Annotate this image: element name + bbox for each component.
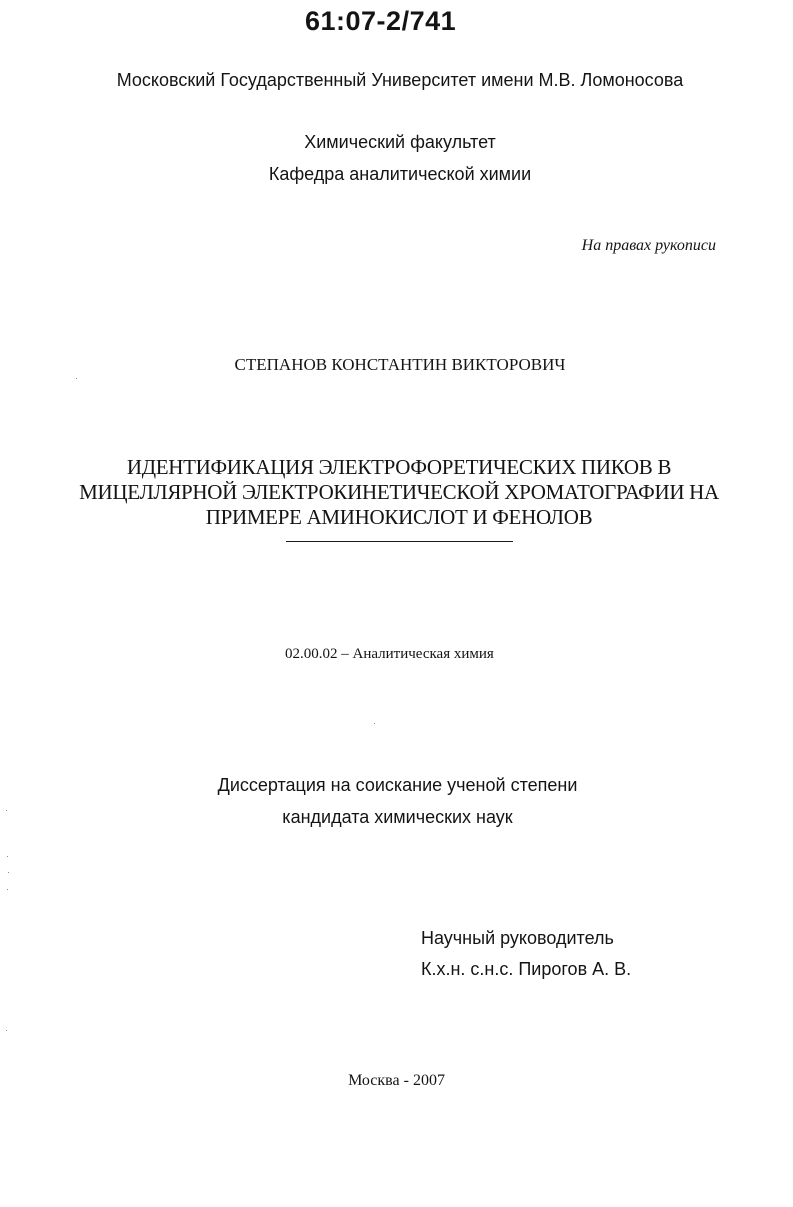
author-name: СТЕПАНОВ КОНСТАНТИН ВИКТОРОВИЧ xyxy=(234,355,566,374)
title-underline-divider xyxy=(286,541,513,542)
scan-speck xyxy=(374,723,375,724)
faculty-name: Химический факультет xyxy=(304,132,496,152)
city-year: Москва - 2007 xyxy=(348,1072,445,1089)
degree-line: Диссертация на соискание ученой степени xyxy=(217,775,578,795)
scan-speck xyxy=(6,1030,7,1031)
scan-speck xyxy=(8,872,9,873)
advisor-label: Научный руководитель xyxy=(421,928,614,948)
scan-speck xyxy=(7,889,8,890)
title-line: МИЦЕЛЛЯРНОЙ ЭЛЕКТРОКИНЕТИЧЕСКОЙ ХРОМАТОГРАФИИ НА xyxy=(79,480,719,504)
scan-speck xyxy=(7,856,8,857)
manuscript-rights-note: На правах рукописи xyxy=(581,237,716,254)
title-line: ИДЕНТИФИКАЦИЯ ЭЛЕКТРОФОРЕТИЧЕСКИХ ПИКОВ В xyxy=(126,455,672,479)
title-line: ПРИМЕРЕ АМИНОКИСЛОТ И ФЕНОЛОВ xyxy=(205,505,593,529)
specialty-code: 02.00.02 – Аналитическая химия xyxy=(285,646,494,662)
archive-code: 61:07-2/741 xyxy=(305,6,457,36)
university-name: Московский Государственный Университет имени М.В. Ломоносова xyxy=(116,70,684,90)
scan-speck xyxy=(76,378,77,379)
degree-line: кандидата химических наук xyxy=(282,807,513,827)
dissertation-title xyxy=(0,455,793,530)
scan-speck xyxy=(6,810,7,811)
department-name: Кафедра аналитической химии xyxy=(268,164,532,184)
advisor-name: К.х.н. с.н.с. Пирогов А. В. xyxy=(421,959,632,979)
